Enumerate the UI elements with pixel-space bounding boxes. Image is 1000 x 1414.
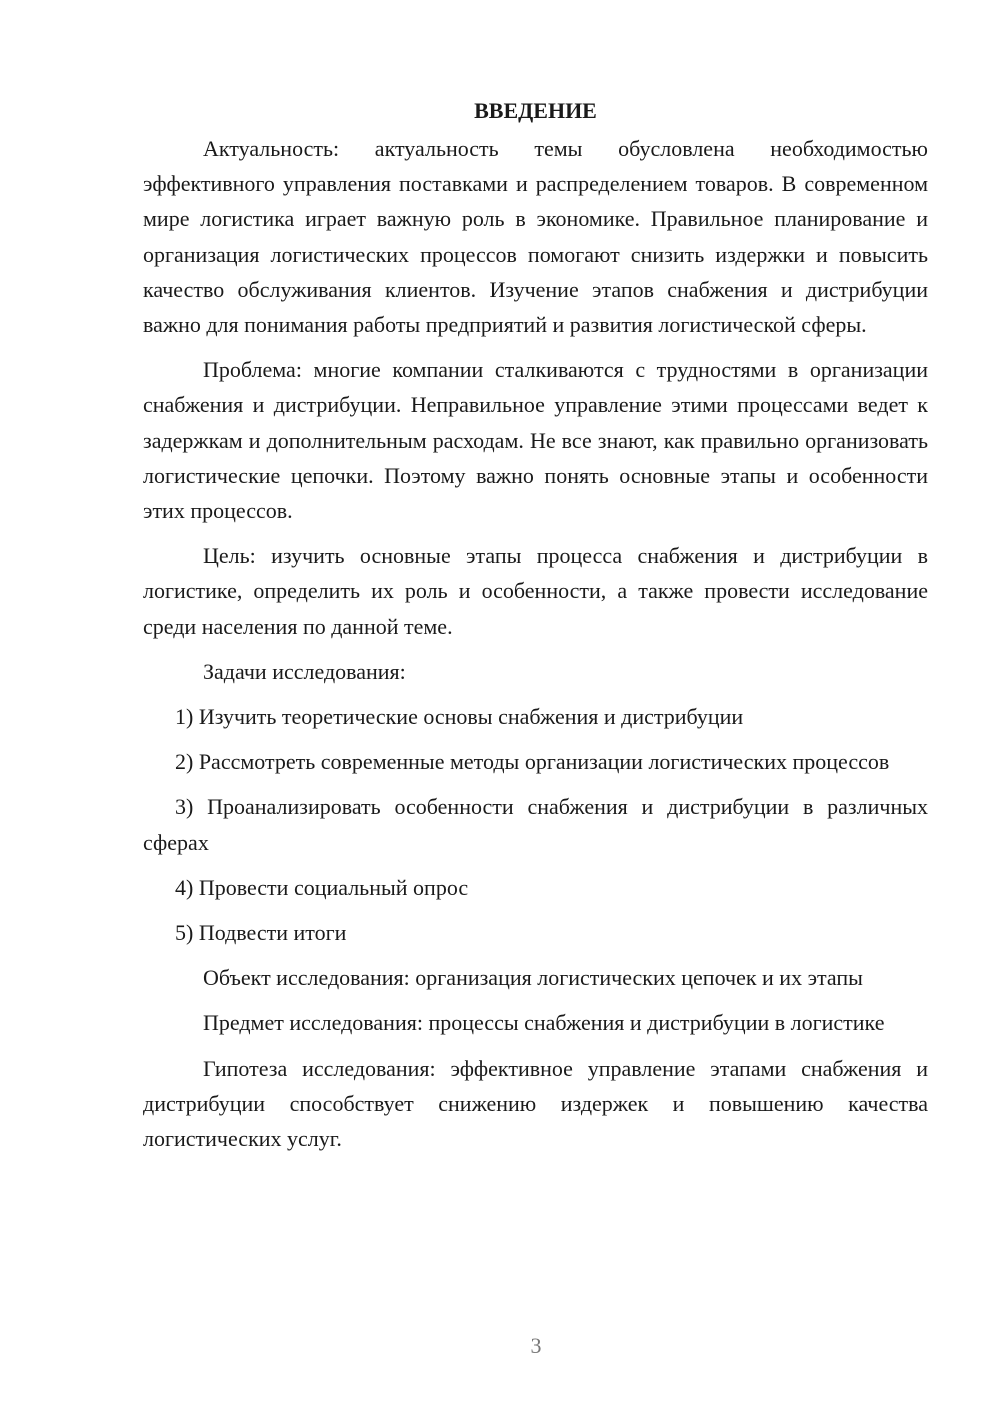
tasks-heading: Задачи исследования:	[203, 658, 406, 684]
task-item-3: 3) Проанализировать особенности снабжения и дистрибуции в различных сферах	[143, 794, 928, 855]
paragraph-relevance: Актуальность: актуальность темы обусловлена необходимостью эффективного управления поставками и распределением товаров. В современном мире логистика играет важную роль в экономике. Правильное планирование и организация логистических процессов помогают снизить издержки и повысить качество обслуживания клиентов. Изучение этапов снабжения и дистрибуции важно для понимания работы предприятий и развития логистической сферы.	[143, 136, 928, 338]
paragraph-object: Объект исследования: организация логистических цепочек и их этапы	[203, 965, 863, 991]
page-content	[143, 96, 928, 1166]
task-item-4: 4) Провести социальный опрос	[175, 874, 469, 900]
task-item-2: 2) Рассмотреть современные методы организации логистических процессов	[175, 749, 890, 775]
section-title: ВВЕДЕНИЕ	[474, 98, 597, 123]
task-item-5: 5) Подвести итоги	[175, 920, 347, 946]
page-number: 3	[530, 1333, 542, 1358]
task-item-1: 1) Изучить теоретические основы снабжения и дистрибуции	[175, 704, 744, 730]
paragraph-goal: Цель: изучить основные этапы процесса снабжения и дистрибуции в логистике, определить их роль и особенности, а также провести исследование среди населения по данной теме.	[143, 543, 928, 639]
paragraph-subject: Предмет исследования: процессы снабжения и дистрибуции в логистике	[203, 1010, 885, 1036]
paragraph-hypothesis: Гипотеза исследования: эффективное управление этапами снабжения и дистрибуции способствует снижению издержек и повышению качества логистических услуг.	[143, 1055, 928, 1152]
paragraph-problem: Проблема: многие компании сталкиваются с трудностями в организации снабжения и дистрибуции. Неправильное управление этими процессами ведет к задержкам и дополнительным расходам. Не все знают, как правильно организовать логистические цепочки. Поэтому важно понять основные этапы и особенности этих процессов.	[143, 357, 928, 524]
